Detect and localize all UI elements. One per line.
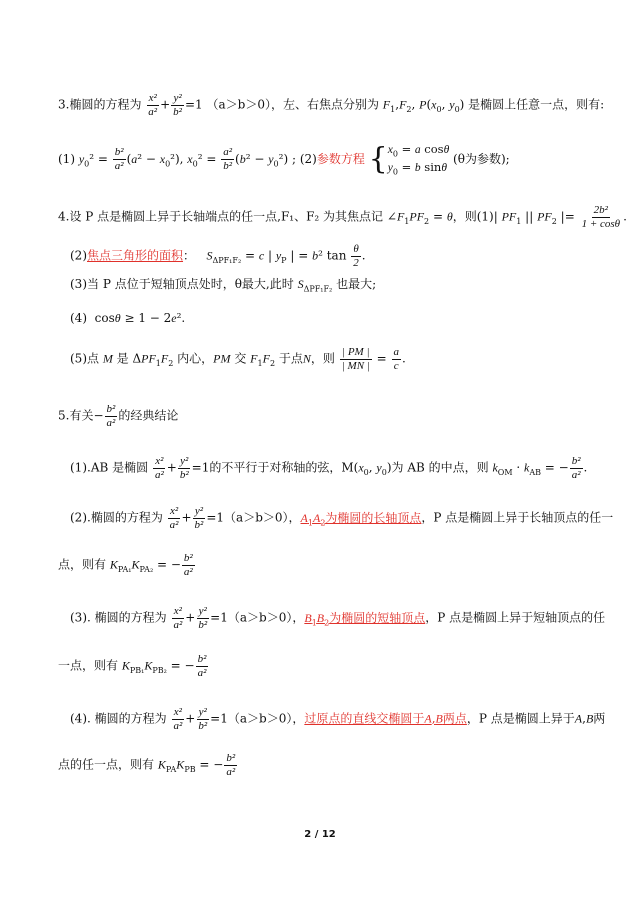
page-number: 2 / 12 [304,829,336,840]
item5-c2-line2: 点，则有 $K_{PA_1}K_{PA_2}$ = − $\frac{\text{b²}}{\text{a²}}$ [58,552,193,578]
item4-line1: 4.设 P 点是椭圆上异于长轴端点的任一点,F₁、F₂ 为其焦点记 $\angle F_1PF_2 = \theta$，则(1)| $PF_1$ || $PF_2$ |= $\frac{\text{2b²}}{1 + \cos\theta}$ . [58,204,627,230]
item5-title: 5.有关− $\frac{\text{b²}}{\text{a²}}$ 的经典结论 [58,403,179,429]
item4-line5: (5)点 M 是 $\Delta PF_1F_2$ 内心，PM 交 $F_1F_2$ 于点N，则 $\frac{| PM |}{| MN |}$ = $\frac{a}{c}$ . [70,346,406,372]
focal-triangle-area-link[interactable]: 焦点三角形的面积 [87,248,184,263]
item5-c2-line1: (2).椭圆的方程为 $\frac{\text{x²}}{\text{a²}}$ + $\frac{\text{y²}}{\text{b²}}$ =1（a＞b＞0），$A_1A_2$为椭圆的长轴顶点，P 点是椭圆上异于长轴顶点的任一 [70,505,614,531]
item5-c1: (1).AB 是椭圆 $\frac{\text{x²}}{\text{a²}}$ + $\frac{\text{y²}}{\text{b²}}$ =1的不平行于对称轴的弦，$M(x_0$, $y_0$)为 AB 的中点，则 $k_{OM} \cdot k_{AB}$ = − $\frac{\text{b²}}{\text{a²}}$ . [70,455,588,481]
item4-line2: (2)焦点三角形的面积： $S_{\Delta PF_1F_2} = c$ | $y_P$ | = b² tan $\frac{\theta}{2}$ . [70,243,366,269]
item5-c4-line1: (4). 椭圆的方程为 $\frac{\text{x²}}{\text{a²}}$ + $\frac{\text{y²}}{\text{b²}}$ =1（a＞b＞0），过原点的直线交椭圆于A,B两点，P 点是椭圆上异于A,B两 [70,706,606,732]
item3-line1: 3.椭圆的方程为 $\frac{\text{x²}}{\text{a²}}$ + $\frac{\text{y²}}{\text{b²}}$ =1 （a＞b＞0），左、右焦点分别为 $F_1,F_2$, $P(x_0$, $y_0$) 是椭圆上任意一点，则有: [58,92,605,118]
item4-line4: (4) cosθ ≥ 1 − 2e². [70,311,186,325]
line-through-origin-link[interactable]: 过原点的直线交椭圆于A,B两点 [304,711,467,726]
minor-axis-vertices-link[interactable]: $B_1B_2$为椭圆的短轴顶点 [304,610,426,628]
item5-c4-line2: 点的任一点，则有 $K_{PA}K_{PB}$ = − $\frac{\text{b²}}{\text{a²}}$ [58,752,236,778]
item3-line2: (1) $y_0^2$ = $\frac{\text{b²}}{\text{a²}}$ $(a^2 - x_0^2)$, $x_0^2$ = $\frac{\text{a²}}{\text{b²}}$ $(b^2 - y_0^2)$ ; (2)参数方程 { $x_0 = a$ cosθ $y_0 = b$ sinθ (θ为参数); [58,141,510,177]
item4-line3: (3)当 P 点位于短轴顶点处时，θ最大,此时 $S_{\Delta PF_1F_2}$ 也最大; [70,277,377,294]
item5-c3-line1: (3). 椭圆的方程为 $\frac{\text{x²}}{\text{a²}}$ + $\frac{\text{y²}}{\text{b²}}$ =1（a＞b＞0），$B_1B_2$为椭圆的短轴顶点，P 点是椭圆上异于短轴顶点的任 [70,605,606,631]
major-axis-vertices-link[interactable]: $A_1A_2$为椭圆的长轴顶点 [300,510,422,528]
item5-c3-line2: 一点，则有 $K_{PB_1}K_{PB_2}$ = − $\frac{\text{b²}}{\text{a²}}$ [58,653,207,679]
param-equation-link[interactable]: 参数方程 [316,151,365,166]
